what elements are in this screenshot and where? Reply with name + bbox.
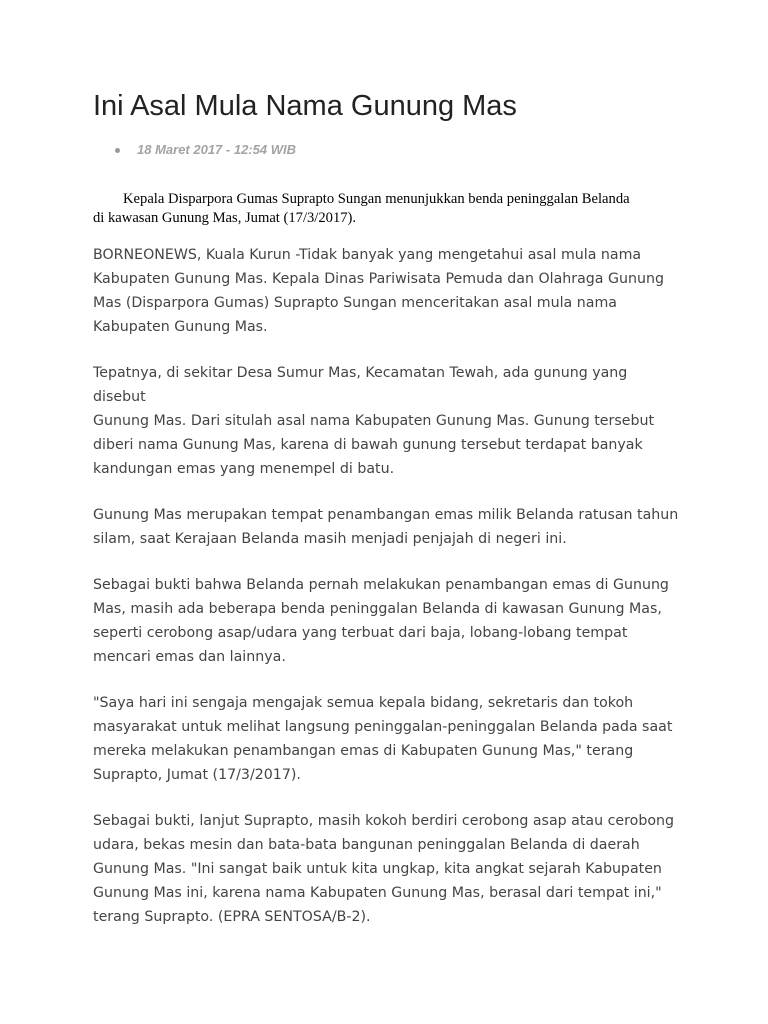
paragraph: BORNEONEWS, Kuala Kurun -Tidak banyak yang mengetahui asal mula nama Kabupaten Gunung Mas. Kepala Dinas Pariwisata Pemuda dan Olahraga Gunung Mas (Disparpora Gumas) Suprapto Sungan menceritakan asal mula nama Kabupaten Gunung Mas. xyxy=(93,247,664,335)
paragraph: "Saya hari ini sengaja mengajak semua kepala bidang, sekretaris dan tokoh masyarakat untuk melihat langsung peninggalan-peninggalan Belanda pada saat mereka melakukan penambangan emas di Kabupaten Gunung Mas," terang Suprapto, Jumat (17/3/2017). xyxy=(93,695,673,783)
article-title: Ini Asal Mula Nama Gunung Mas xyxy=(93,90,517,122)
paragraph: Sebagai bukti, lanjut Suprapto, masih kokoh berdiri cerobong asap atau cerobong udara, bekas mesin dan bata-bata bangunan peninggalan Belanda di daerah Gunung Mas. "Ini sangat baik untuk kita ungkap, kita angkat sejarah Kabupaten Gunung Mas ini, karena nama Kabupaten Gunung Mas, berasal dari tempat ini," terang Suprapto. (EPRA SENTOSA/B-2). xyxy=(93,813,675,925)
publish-date: 18 Maret 2017 - 12:54 WIB xyxy=(137,142,296,157)
paragraph: Gunung Mas merupakan tempat penambangan emas milik Belanda ratusan tahun silam, saat Kerajaan Belanda masih menjadi penjajah di negeri ini. xyxy=(93,507,679,547)
photo-caption xyxy=(93,190,683,228)
article-meta xyxy=(115,140,296,160)
bullet-icon xyxy=(115,148,120,153)
paragraph: Tepatnya, di sekitar Desa Sumur Mas, Kecamatan Tewah, ada gunung yang disebut Gunung Mas. Dari situlah asal nama Kabupaten Gunung Mas. Gunung tersebut diberi nama Gunung Mas, karena di bawah gunung tersebut terdapat banyak kandungan emas yang menempel di batu. xyxy=(93,365,655,477)
photo-caption-text: Kepala Disparpora Gumas Suprapto Sungan menunjukkan benda peninggalan Belanda di kawasan Gunung Mas, Jumat (17/3/2017). xyxy=(93,191,630,226)
article-body xyxy=(93,243,683,951)
paragraph: Sebagai bukti bahwa Belanda pernah melakukan penambangan emas di Gunung Mas, masih ada beberapa benda peninggalan Belanda di kawasan Gunung Mas, seperti cerobong asap/udara yang terbuat dari baja, lobang-lobang tempat mencari emas dan lainnya. xyxy=(93,577,669,665)
